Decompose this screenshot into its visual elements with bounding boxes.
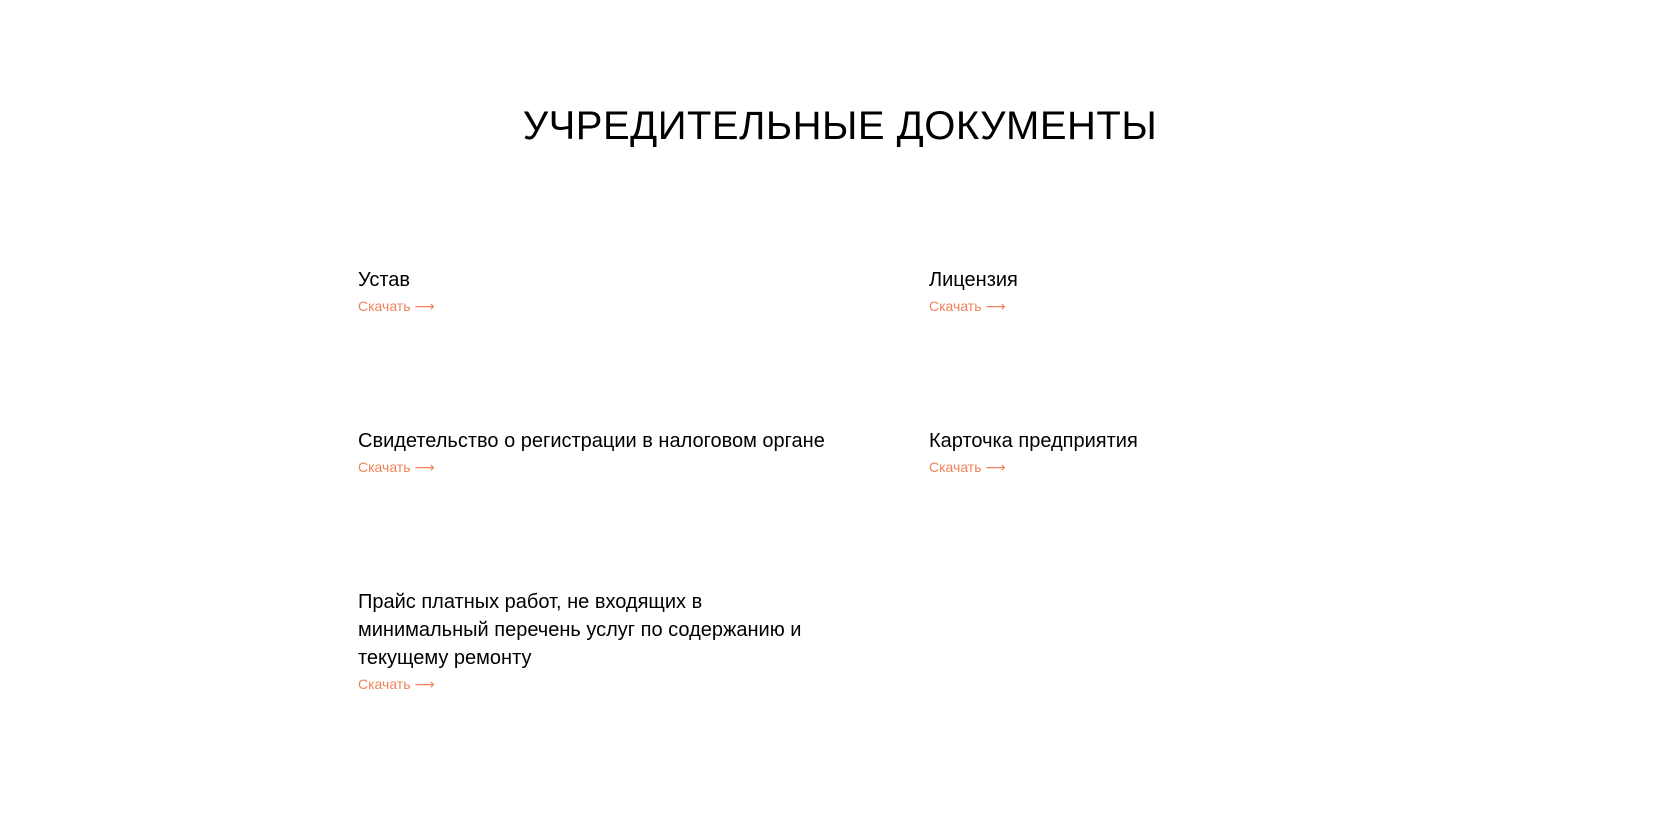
- document-item-price-list: [358, 588, 838, 694]
- download-link-price-list[interactable]: [358, 674, 435, 694]
- arrow-right-icon: ⟶: [414, 459, 435, 475]
- document-title: Карточка предприятия: [929, 430, 1138, 452]
- arrow-right-icon: ⟶: [414, 676, 435, 692]
- download-link-label: Скачать: [358, 298, 411, 314]
- document-title: Прайс платных работ, не входящих в минимальный перечень услуг по содержанию и текущему ремонту: [358, 591, 802, 669]
- document-title: Устав: [358, 269, 411, 291]
- document-title: Лицензия: [929, 269, 1018, 291]
- download-link-label: Скачать: [929, 459, 982, 475]
- document-item-company-card: [929, 427, 1409, 477]
- document-item-tax-registration: [358, 427, 838, 477]
- download-link-label: Скачать: [358, 676, 411, 692]
- document-title: Свидетельство о регистрации в налоговом органе: [358, 430, 825, 452]
- download-link-charter[interactable]: [358, 296, 435, 316]
- download-link-label: Скачать: [358, 459, 411, 475]
- document-item-charter: [358, 266, 838, 316]
- download-link-label: Скачать: [929, 298, 982, 314]
- download-link-company-card[interactable]: [929, 457, 1006, 477]
- arrow-right-icon: ⟶: [414, 298, 435, 314]
- download-link-license[interactable]: [929, 296, 1006, 316]
- document-item-license: [929, 266, 1409, 316]
- download-link-tax-registration[interactable]: [358, 457, 435, 477]
- arrow-right-icon: ⟶: [985, 459, 1006, 475]
- page-title: УЧРЕДИТЕЛЬНЫЕ ДОКУМЕНТЫ: [522, 104, 1158, 148]
- arrow-right-icon: ⟶: [985, 298, 1006, 314]
